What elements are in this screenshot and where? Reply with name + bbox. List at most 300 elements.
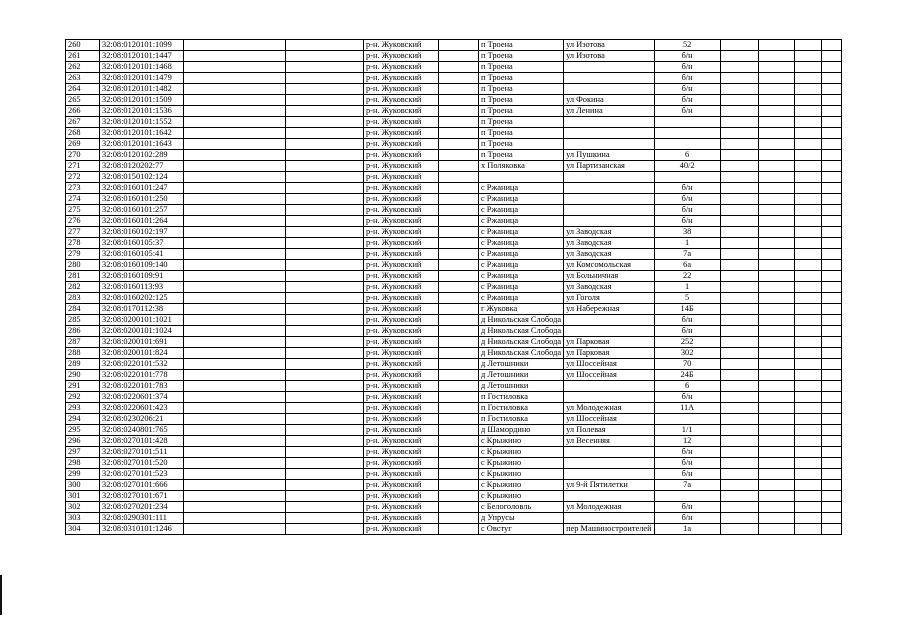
blank-col-c-cell [439,194,479,205]
blank-col-e-cell [758,447,794,458]
table-row [66,370,842,381]
street-cell: ул Набережная [564,304,655,315]
blank-col-f-cell [794,370,821,381]
blank-col-f-cell [794,73,821,84]
row-number-cell: 286 [66,326,100,337]
blank-col-e-cell [758,249,794,260]
district-cell: р-н. Жуковский [364,95,439,106]
cadastral-number-cell: 32:08:0120101:1468 [100,62,184,73]
table-row [66,524,842,535]
blank-col-a-cell [184,447,286,458]
house-number-cell: б/н [654,458,720,469]
table-row [66,205,842,216]
blank-col-b-cell [286,348,364,359]
street-cell [564,326,655,337]
blank-col-d-cell [720,458,758,469]
settlement-cell: п Гостиловка [479,414,564,425]
blank-col-d-cell [720,381,758,392]
settlement-cell: с Ржаница [479,216,564,227]
cadastral-number-cell: 32:08:0220601:374 [100,392,184,403]
blank-col-e-cell [758,436,794,447]
blank-col-b-cell [286,205,364,216]
house-number-cell: б/н [654,502,720,513]
blank-col-f-cell [794,128,821,139]
blank-col-b-cell [286,62,364,73]
table-row [66,150,842,161]
street-cell [564,447,655,458]
blank-col-d-cell [720,524,758,535]
house-number-cell: б/н [654,469,720,480]
blank-col-f-cell [794,227,821,238]
street-cell [564,315,655,326]
blank-col-d-cell [720,172,758,183]
blank-col-a-cell [184,425,286,436]
row-number-cell: 275 [66,205,100,216]
blank-col-a-cell [184,128,286,139]
house-number-cell: б/н [654,326,720,337]
blank-col-g-cell [821,194,841,205]
settlement-cell: с Овстуг [479,524,564,535]
blank-col-c-cell [439,436,479,447]
table-row [66,62,842,73]
blank-col-g-cell [821,502,841,513]
blank-col-a-cell [184,491,286,502]
blank-col-a-cell [184,194,286,205]
blank-col-c-cell [439,216,479,227]
cadastral-number-cell: 32:08:0160101:257 [100,205,184,216]
settlement-cell [479,172,564,183]
district-cell: р-н. Жуковский [364,172,439,183]
street-cell: ул Гоголя [564,293,655,304]
table-row [66,172,842,183]
blank-col-a-cell [184,51,286,62]
district-cell: р-н. Жуковский [364,469,439,480]
district-cell: р-н. Жуковский [364,194,439,205]
blank-col-b-cell [286,150,364,161]
cadastral-number-cell: 32:08:0200101:1021 [100,315,184,326]
row-number-cell: 282 [66,282,100,293]
street-cell: ул Шоссейная [564,370,655,381]
blank-col-g-cell [821,106,841,117]
settlement-cell: д Никольская Слобода [479,337,564,348]
blank-col-g-cell [821,469,841,480]
cadastral-number-cell: 32:08:0270101:520 [100,458,184,469]
settlement-cell: п Гостиловка [479,392,564,403]
blank-col-e-cell [758,238,794,249]
blank-col-e-cell [758,513,794,524]
blank-col-a-cell [184,414,286,425]
house-number-cell: б/н [654,216,720,227]
table-row [66,73,842,84]
blank-col-b-cell [286,172,364,183]
blank-col-a-cell [184,172,286,183]
blank-col-c-cell [439,403,479,414]
blank-col-c-cell [439,106,479,117]
row-number-cell: 265 [66,95,100,106]
blank-col-b-cell [286,304,364,315]
house-number-cell: 38 [654,227,720,238]
row-number-cell: 290 [66,370,100,381]
blank-col-a-cell [184,370,286,381]
cadastral-number-cell: 32:08:0270101:511 [100,447,184,458]
row-number-cell: 276 [66,216,100,227]
blank-col-d-cell [720,348,758,359]
table-row [66,95,842,106]
blank-col-e-cell [758,84,794,95]
street-cell: ул Изотова [564,40,655,51]
house-number-cell: б/н [654,51,720,62]
district-cell: р-н. Жуковский [364,73,439,84]
table-row [66,51,842,62]
district-cell: р-н. Жуковский [364,62,439,73]
street-cell [564,381,655,392]
blank-col-a-cell [184,436,286,447]
house-number-cell: 12 [654,436,720,447]
blank-col-d-cell [720,293,758,304]
blank-col-b-cell [286,271,364,282]
blank-col-b-cell [286,370,364,381]
blank-col-f-cell [794,502,821,513]
house-number-cell: б/н [654,183,720,194]
cadastral-number-cell: 32:08:0120101:1447 [100,51,184,62]
district-cell: р-н. Жуковский [364,425,439,436]
blank-col-e-cell [758,139,794,150]
blank-col-g-cell [821,425,841,436]
blank-col-b-cell [286,227,364,238]
blank-col-a-cell [184,337,286,348]
blank-col-e-cell [758,172,794,183]
blank-col-f-cell [794,216,821,227]
blank-col-b-cell [286,337,364,348]
row-number-cell: 271 [66,161,100,172]
row-number-cell: 303 [66,513,100,524]
blank-col-g-cell [821,172,841,183]
blank-col-g-cell [821,414,841,425]
table-row [66,40,842,51]
cadastral-number-cell: 32:08:0160101:264 [100,216,184,227]
blank-col-g-cell [821,447,841,458]
blank-col-b-cell [286,447,364,458]
blank-col-d-cell [720,425,758,436]
house-number-cell: 7а [654,480,720,491]
blank-col-c-cell [439,469,479,480]
district-cell: р-н. Жуковский [364,348,439,359]
house-number-cell: 6 [654,150,720,161]
blank-col-b-cell [286,128,364,139]
blank-col-c-cell [439,282,479,293]
cadastral-number-cell: 32:08:0200101:691 [100,337,184,348]
blank-col-d-cell [720,238,758,249]
blank-col-c-cell [439,315,479,326]
blank-col-c-cell [439,183,479,194]
blank-col-g-cell [821,117,841,128]
district-cell: р-н. Жуковский [364,139,439,150]
blank-col-f-cell [794,238,821,249]
settlement-cell: п Гостиловка [479,403,564,414]
blank-col-f-cell [794,106,821,117]
cadastral-number-cell: 32:08:0270201:234 [100,502,184,513]
blank-col-d-cell [720,216,758,227]
house-number-cell: 11А [654,403,720,414]
district-cell: р-н. Жуковский [364,128,439,139]
house-number-cell: 1 [654,238,720,249]
blank-col-a-cell [184,227,286,238]
district-cell: р-н. Жуковский [364,304,439,315]
table-row [66,139,842,150]
table-row [66,282,842,293]
blank-col-c-cell [439,491,479,502]
cadastral-number-cell: 32:08:0160105:37 [100,238,184,249]
blank-col-g-cell [821,315,841,326]
cadastral-number-cell: 32:08:0120102:289 [100,150,184,161]
blank-col-d-cell [720,447,758,458]
blank-col-e-cell [758,62,794,73]
cadastral-number-cell: 32:08:0170112:38 [100,304,184,315]
blank-col-e-cell [758,150,794,161]
blank-col-f-cell [794,337,821,348]
house-number-cell: б/н [654,315,720,326]
row-number-cell: 278 [66,238,100,249]
blank-col-c-cell [439,447,479,458]
blank-col-d-cell [720,392,758,403]
blank-col-g-cell [821,238,841,249]
settlement-cell: с Крыжино [479,436,564,447]
table-row [66,502,842,513]
scan-margin-mark [0,575,2,615]
blank-col-a-cell [184,326,286,337]
blank-col-b-cell [286,216,364,227]
blank-col-e-cell [758,480,794,491]
street-cell [564,117,655,128]
blank-col-e-cell [758,293,794,304]
street-cell: ул Заводская [564,249,655,260]
house-number-cell [654,128,720,139]
blank-col-c-cell [439,337,479,348]
table-row [66,84,842,95]
blank-col-f-cell [794,117,821,128]
blank-col-d-cell [720,117,758,128]
settlement-cell: п Троена [479,51,564,62]
blank-col-c-cell [439,293,479,304]
house-number-cell: б/н [654,447,720,458]
house-number-cell [654,491,720,502]
table-row [66,392,842,403]
table-row [66,348,842,359]
blank-col-e-cell [758,73,794,84]
blank-col-e-cell [758,414,794,425]
street-cell [564,194,655,205]
house-number-cell: 40/2 [654,161,720,172]
row-number-cell: 277 [66,227,100,238]
blank-col-d-cell [720,194,758,205]
house-number-cell: 52 [654,40,720,51]
blank-col-c-cell [439,73,479,84]
district-cell: р-н. Жуковский [364,381,439,392]
settlement-cell: с Ржаница [479,183,564,194]
table-row [66,249,842,260]
row-number-cell: 281 [66,271,100,282]
street-cell: ул Фокина [564,95,655,106]
table-row [66,381,842,392]
table-row [66,414,842,425]
row-number-cell: 273 [66,183,100,194]
street-cell: ул Шоссейная [564,359,655,370]
cadastral-number-cell: 32:08:0160102:197 [100,227,184,238]
street-cell [564,84,655,95]
row-number-cell: 283 [66,293,100,304]
blank-col-g-cell [821,249,841,260]
blank-col-f-cell [794,469,821,480]
blank-col-d-cell [720,205,758,216]
blank-col-f-cell [794,458,821,469]
settlement-cell: п Троена [479,62,564,73]
table-row [66,513,842,524]
district-cell: р-н. Жуковский [364,117,439,128]
blank-col-b-cell [286,414,364,425]
blank-col-e-cell [758,205,794,216]
blank-col-f-cell [794,425,821,436]
row-number-cell: 298 [66,458,100,469]
blank-col-c-cell [439,359,479,370]
blank-col-d-cell [720,84,758,95]
row-number-cell: 288 [66,348,100,359]
blank-col-c-cell [439,414,479,425]
blank-col-g-cell [821,62,841,73]
blank-col-a-cell [184,502,286,513]
blank-col-b-cell [286,183,364,194]
blank-col-c-cell [439,249,479,260]
blank-col-a-cell [184,359,286,370]
blank-col-d-cell [720,271,758,282]
blank-col-c-cell [439,480,479,491]
table-row [66,238,842,249]
blank-col-b-cell [286,513,364,524]
house-number-cell: 252 [654,337,720,348]
table-row [66,403,842,414]
blank-col-d-cell [720,337,758,348]
blank-col-d-cell [720,359,758,370]
blank-col-d-cell [720,161,758,172]
blank-col-g-cell [821,260,841,271]
district-cell: р-н. Жуковский [364,51,439,62]
blank-col-a-cell [184,238,286,249]
row-number-cell: 264 [66,84,100,95]
blank-col-f-cell [794,436,821,447]
blank-col-e-cell [758,95,794,106]
district-cell: р-н. Жуковский [364,249,439,260]
blank-col-e-cell [758,337,794,348]
blank-col-d-cell [720,315,758,326]
settlement-cell: д Никольская Слобода [479,315,564,326]
cadastral-number-cell: 32:08:0220601:423 [100,403,184,414]
house-number-cell: 302 [654,348,720,359]
blank-col-g-cell [821,95,841,106]
blank-col-f-cell [794,271,821,282]
cadastral-number-cell: 32:08:0120101:1509 [100,95,184,106]
blank-col-e-cell [758,359,794,370]
blank-col-e-cell [758,403,794,414]
blank-col-d-cell [720,513,758,524]
blank-col-b-cell [286,524,364,535]
settlement-cell: д Летошники [479,381,564,392]
settlement-cell: д Упрусы [479,513,564,524]
house-number-cell: 70 [654,359,720,370]
settlement-cell: п Троена [479,106,564,117]
house-number-cell: б/н [654,62,720,73]
cadastral-number-cell: 32:08:0120101:1536 [100,106,184,117]
district-cell: р-н. Жуковский [364,216,439,227]
cadastral-number-cell: 32:08:0220101:778 [100,370,184,381]
blank-col-b-cell [286,260,364,271]
row-number-cell: 302 [66,502,100,513]
blank-col-g-cell [821,150,841,161]
street-cell: ул Молодежная [564,403,655,414]
row-number-cell: 294 [66,414,100,425]
district-cell: р-н. Жуковский [364,403,439,414]
row-number-cell: 280 [66,260,100,271]
row-number-cell: 279 [66,249,100,260]
street-cell [564,458,655,469]
blank-col-c-cell [439,205,479,216]
district-cell: р-н. Жуковский [364,392,439,403]
street-cell [564,469,655,480]
blank-col-a-cell [184,106,286,117]
blank-col-b-cell [286,425,364,436]
table-row [66,216,842,227]
settlement-cell: с Ржаница [479,249,564,260]
table-row [66,315,842,326]
street-cell [564,183,655,194]
row-number-cell: 272 [66,172,100,183]
blank-col-c-cell [439,370,479,381]
row-number-cell: 301 [66,491,100,502]
blank-col-d-cell [720,469,758,480]
blank-col-d-cell [720,249,758,260]
street-cell: ул 9-й Пятилетки [564,480,655,491]
street-cell [564,205,655,216]
district-cell: р-н. Жуковский [364,480,439,491]
blank-col-c-cell [439,513,479,524]
blank-col-c-cell [439,128,479,139]
settlement-cell: с Ржаница [479,282,564,293]
blank-col-a-cell [184,469,286,480]
street-cell: ул Партизанская [564,161,655,172]
blank-col-e-cell [758,194,794,205]
blank-col-e-cell [758,161,794,172]
cadastral-number-cell: 32:08:0220101:783 [100,381,184,392]
table-row [66,128,842,139]
house-number-cell [654,172,720,183]
settlement-cell: д Летошники [479,359,564,370]
blank-col-e-cell [758,40,794,51]
blank-col-g-cell [821,161,841,172]
house-number-cell: б/н [654,194,720,205]
street-cell: ул Парковая [564,348,655,359]
cadastral-number-cell: 32:08:0120101:1479 [100,73,184,84]
house-number-cell: 14Б [654,304,720,315]
table-row [66,161,842,172]
blank-col-d-cell [720,51,758,62]
blank-col-c-cell [439,260,479,271]
settlement-cell: п Троена [479,150,564,161]
blank-col-a-cell [184,183,286,194]
blank-col-b-cell [286,436,364,447]
street-cell [564,128,655,139]
cadastral-number-cell: 32:08:0120101:1099 [100,40,184,51]
blank-col-f-cell [794,249,821,260]
blank-col-c-cell [439,172,479,183]
street-cell: пер Машиностроителей [564,524,655,535]
